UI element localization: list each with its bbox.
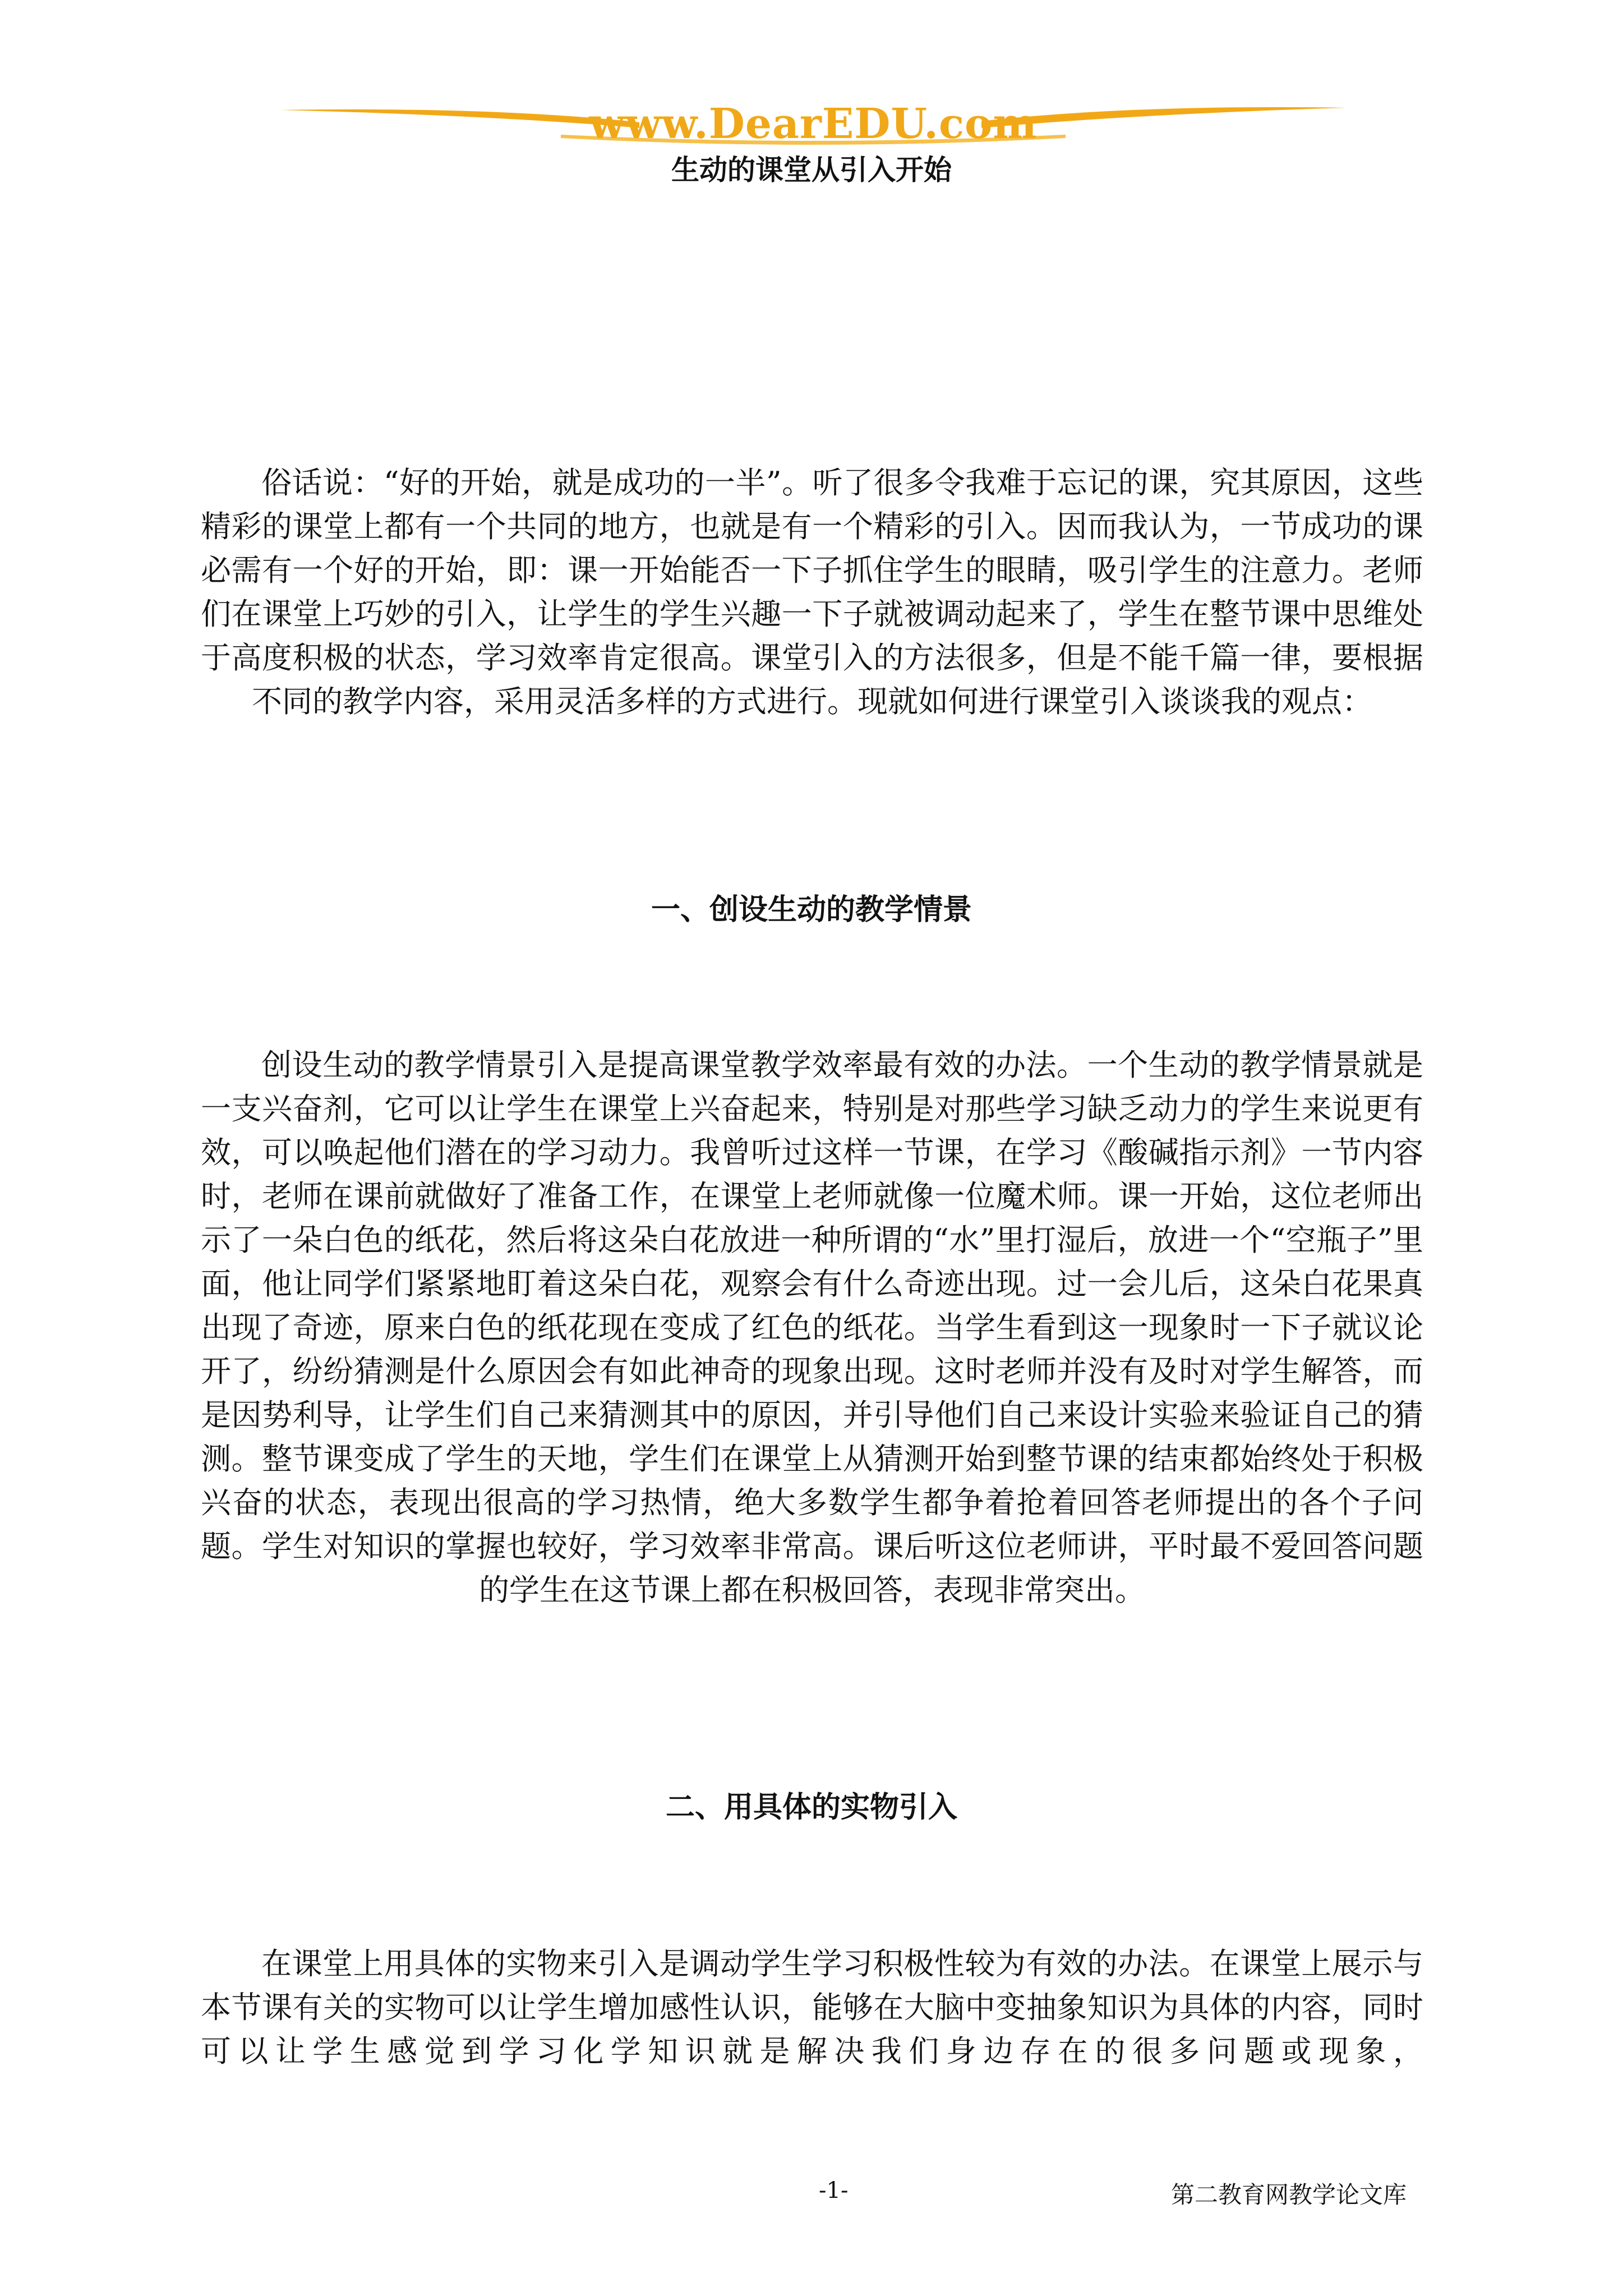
section-1-heading: 一、创设生动的教学情景 <box>651 892 972 927</box>
section-1-body: 创设生动的教学情景引入是提高课堂教学效率最有效的办法。一个生动的教学情景就是一支兴奋剂，它可以让学生在课堂上兴奋起来，特别是对那些学习缺乏动力的学生来说更有效，可以唤起他们潜在的学习动力。我曾听过这样一节课，在学习《酸碱指示剂》一节内容时，老师在课前就做好了准备工作，在课堂上老师就像一位魔术师。课一开始，这位老师出示了一朵白色的纸花，然后将这朵白花放进一种所谓的“水”里打湿后，放进一个“空瓶子”里面，他让同学们紧紧地盯着这朵白花，观察会有什么奇迹出现。过一会儿后，这朵白花果真出现了奇迹，原来白色的纸花现在变成了红色的纸花。当学生看到这一现象时一下子就议论开了，纷纷猜测是什么原因会有如此神奇的现象出现。这时老师并没有及时对学生解答，而是因势利导，让学生们自己来猜测其中的原因，并引导他们自己来设计实验来验证自己的猜测。整节课变成了学生的天地，学生们在课堂上从猜测开始到整节课的结束都始终处于积极兴奋的状态，表现出很高的学习热情，绝大多数学生都争着抢着回答老师提出的各个子问题。学生对知识的掌握也较好，学习效率非常高。课后听这位老师讲，平时最不爱回答问题的学生在这节课上都在积极回答，表现非常突出。 <box>201 1047 1423 1608</box>
footer-library: 第二教育网教学论文库 <box>1171 2181 1407 2208</box>
section-2-heading: 二、用具体的实物引入 <box>665 1790 957 1824</box>
document-title: 生动的课堂从引入开始 <box>671 153 952 186</box>
site-logo <box>280 95 1346 157</box>
page-number: -1- <box>819 2178 849 2203</box>
intro-paragraph: 俗话说：“好的开始，就是成功的一半”。听了很多令我难于忘记的课，究其原因，这些精彩的课堂上都有一个共同的地方，也就是有一个精彩的引入。因而我认为，一节成功的课必需有一个好的开始，即：课一开始能否一下子抓住学生的眼睛，吸引学生的注意力。老师们在课堂上巧妙的引入，让学生的学生兴趣一下子就被调动起来了，学生在整节课中思维处于高度积极的状态，学习效率肯定很高。课堂引入的方法很多，但是不能千篇一律，要根据不同的教学内容，采用灵活多样的方式进行。现就如何进行课堂引入谈谈我的观点： <box>201 465 1423 719</box>
section-2-body: 在课堂上用具体的实物来引入是调动学生学习积极性较为有效的办法。在课堂上展示与本节课有关的实物可以让学生增加感性认识，能够在大脑中变抽象知识为具体的内容，同时可以让学生感觉到学习化学知识就是解决我们身边存在的很多问题或现象， <box>201 1946 1423 2069</box>
logo-text: www.DearEDU.com <box>589 100 1038 148</box>
